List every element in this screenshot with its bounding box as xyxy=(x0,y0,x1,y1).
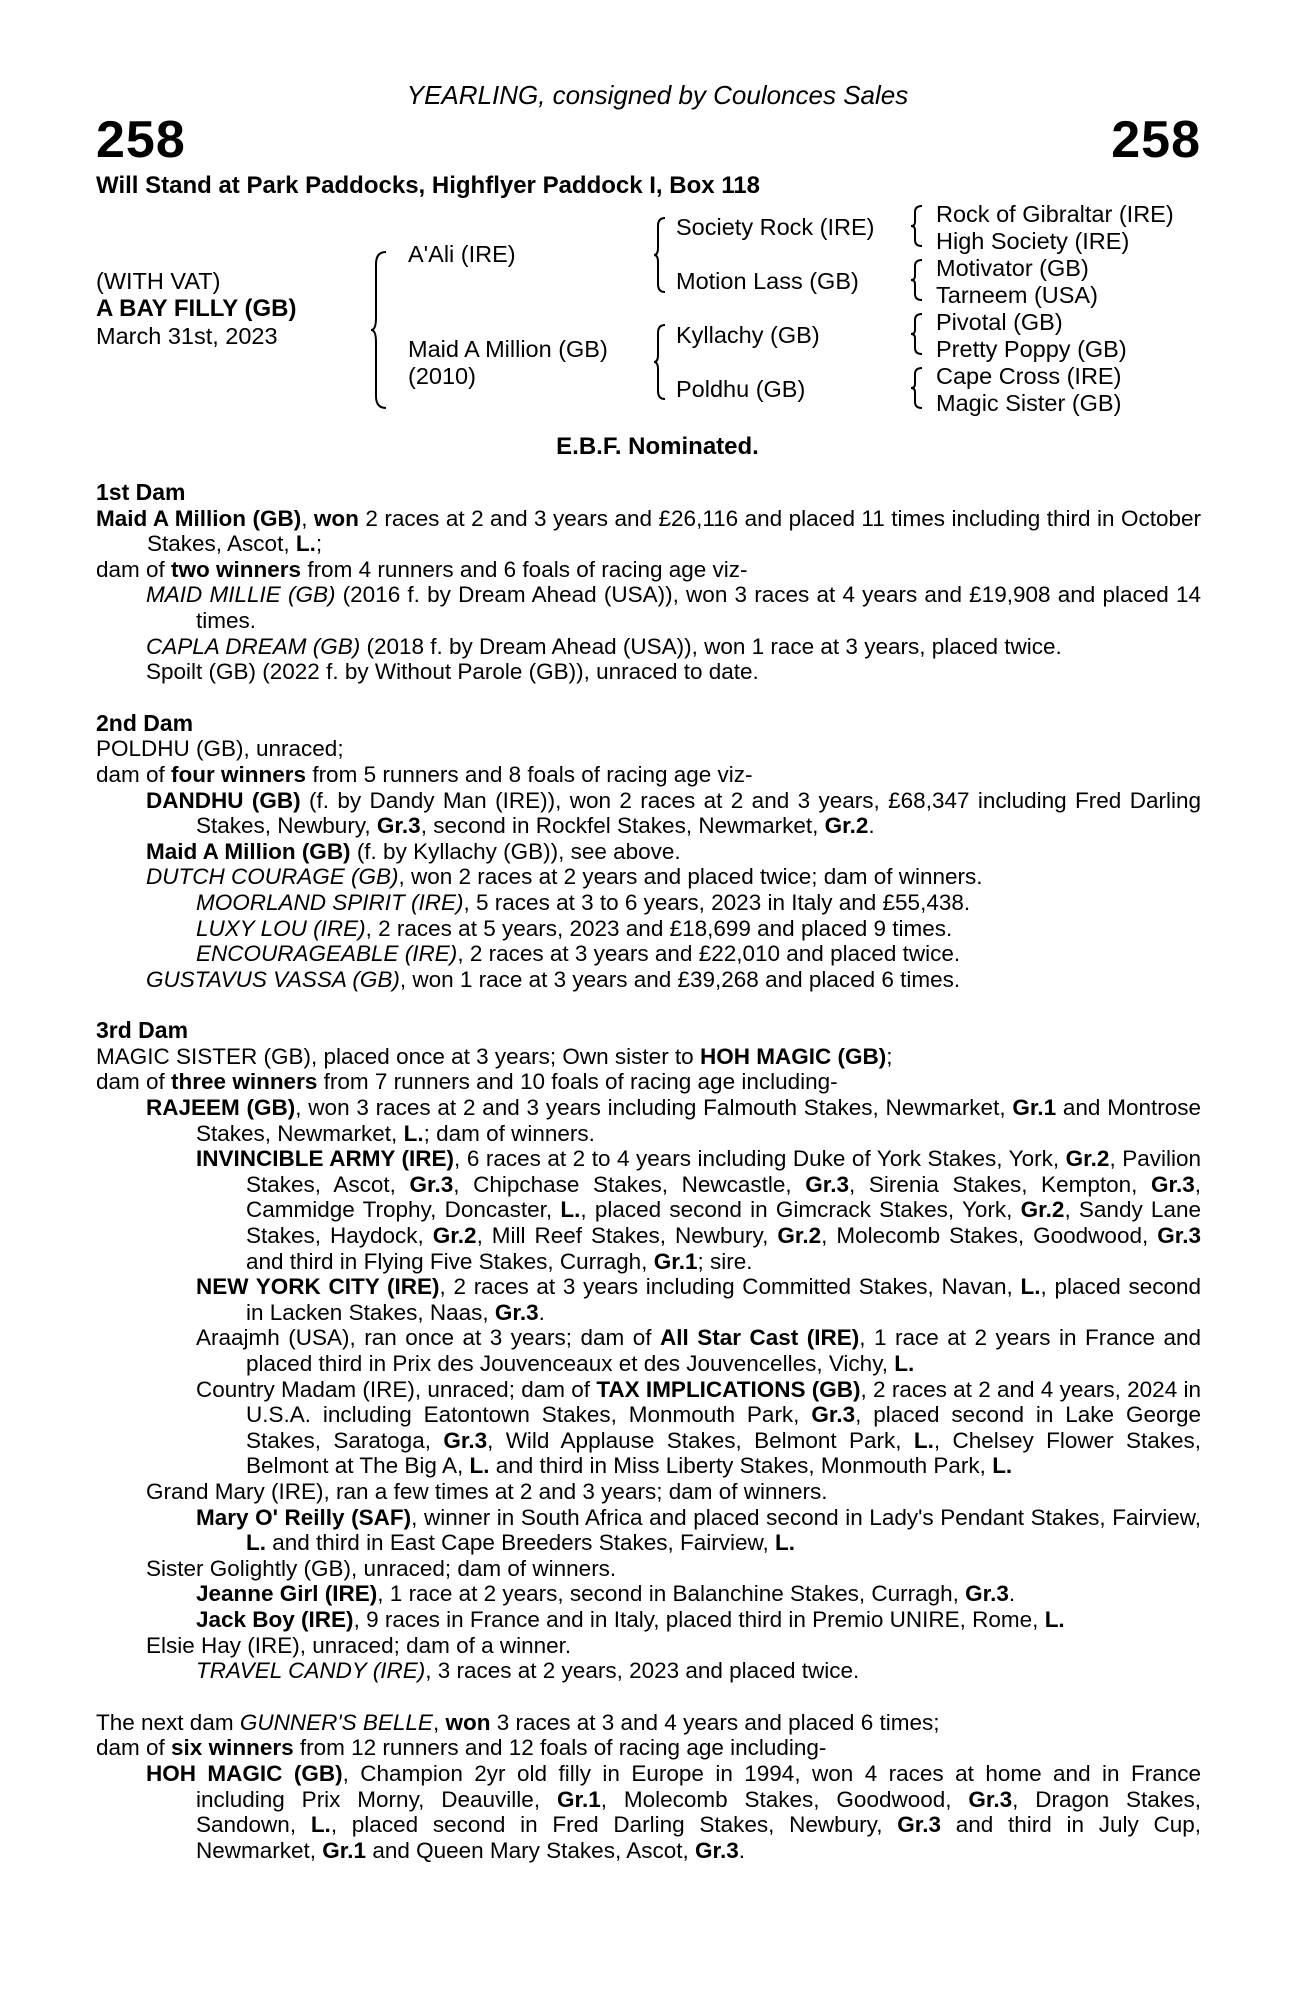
catalogue-body xyxy=(96,480,1201,1863)
dam-year: (2010) xyxy=(408,363,476,389)
brace-ds xyxy=(910,312,924,356)
dam1-produce-summary: dam of two winners from 4 runners and 6 foals of racing age viz- xyxy=(96,556,748,582)
main-brace xyxy=(370,250,390,410)
brace-sd xyxy=(910,258,924,302)
dam2-heading: 2nd Dam xyxy=(96,709,194,736)
ebf-nominated: E.B.F. Nominated. xyxy=(556,433,759,460)
dam3-grand-jeanne-girl: Jeanne Girl (IRE), 1 race at 2 years, second in Balanchine Stakes, Curragh, Gr.3. xyxy=(196,1581,1016,1607)
horse-dob: March 31st, 2023 xyxy=(96,323,278,349)
dam3-produce-elsie-hay: Elsie Hay (IRE), unraced; dam of a winner. xyxy=(146,1632,572,1658)
dam3-grand-new-york-city: NEW YORK CITY (IRE), 2 races at 3 years including Committed Stakes, Navan, L., placed second in Lacken Stakes, Naas, Gr.3. xyxy=(196,1274,1201,1325)
dam2-produce-2: Maid A Million (GB) (f. by Kyllachy (GB)), see above. xyxy=(146,838,681,864)
sire-dam: Motion Lass (GB) xyxy=(676,268,859,294)
dam2-grand-2: LUXY LOU (IRE), 2 races at 5 years, 2023 and £18,699 and placed 9 times. xyxy=(196,915,953,941)
stand-location: Will Stand at Park Paddocks, Highflyer Paddock I, Box 118 xyxy=(96,172,760,199)
dam1-produce-1: MAID MILLIE (GB) (2016 f. by Dream Ahead (USA)), won 3 races at 4 years and £19,908 and placed 14 times. xyxy=(146,582,1201,633)
dam1-produce-2: CAPLA DREAM (GB) (2018 f. by Dream Ahead (USA)), won 1 race at 3 years, placed twice. xyxy=(146,633,1062,659)
sire-name: A'Ali (IRE) xyxy=(408,241,516,267)
next-dam-record: The next dam GUNNER'S BELLE, won 3 races at 3 and 4 years and placed 6 times; xyxy=(96,1709,940,1735)
dam-name: Maid A Million (GB) xyxy=(408,336,608,362)
dam2-produce-4: GUSTAVUS VASSA (GB), won 1 race at 3 years and £39,268 and placed 6 times. xyxy=(146,966,961,992)
dam3-grand-mary-o-reilly: Mary O' Reilly (SAF), winner in South Africa and placed second in Lady's Pendant Stakes, Fairview, L. and third in East Cape Breeders Stakes, Fairview, L. xyxy=(196,1504,1201,1556)
dam3-grand-araajmh: Araajmh (USA), ran once at 3 years; dam of All Star Cast (IRE), 1 race at 2 years in France and placed third in Prix des Jouvenceaux et des Jouvencelles, Vichy, L. xyxy=(196,1325,1202,1376)
ped-ddd: Magic Sister (GB) xyxy=(936,390,1122,416)
dam3-grand-travel-candy: TRAVEL CANDY (IRE), 3 races at 2 years, 2023 and placed twice. xyxy=(196,1658,860,1684)
lot-number-left: 258 xyxy=(96,111,186,169)
dam2-produce-1: DANDHU (GB) (f. by Dandy Man (IRE)), won 2 races at 2 and 3 years, £68,347 including Fred Darling Stakes, Newbury, Gr.3, second in Rockfel Stakes, Newmarket, Gr.2. xyxy=(146,787,1201,839)
dam1-record: Maid A Million (GB), won 2 races at 2 and 3 years and £26,116 and placed 11 times including third in October Stakes, Ascot, L.; xyxy=(96,505,1201,557)
sire-brace xyxy=(653,216,667,294)
dam-brace xyxy=(653,323,667,401)
dam3-produce-grand-mary: Grand Mary (IRE), ran a few times at 2 and 3 years; dam of winners. xyxy=(146,1478,828,1504)
brace-ss xyxy=(910,204,924,248)
ped-sss: Rock of Gibraltar (IRE) xyxy=(936,201,1174,227)
dam2-grand-1: MOORLAND SPIRIT (IRE), 5 races at 3 to 6 years, 2023 in Italy and £55,438. xyxy=(196,889,971,915)
dam-sire: Kyllachy (GB) xyxy=(676,322,820,348)
dam3-grand-country-madam: Country Madam (IRE), unraced; dam of TAX IMPLICATIONS (GB), 2 races at 2 and 4 years, 2024 in U.S.A. including Eatontown Stakes, Monmouth Park, Gr.3, placed second in Lake George Stakes, Saratoga, Gr.3, Wild Applause Stakes, Belmont Park, L., Chelsey Flower Stakes, Belmont at The Big A, L. and third in Miss Liberty Stakes, Monmouth Park, L. xyxy=(196,1376,1202,1479)
horse-name: A BAY FILLY (GB) xyxy=(96,295,297,322)
dam1-produce-3: Spoilt (GB) (2022 f. by Without Parole (GB)), unraced to date. xyxy=(146,659,759,685)
ped-dds: Cape Cross (IRE) xyxy=(936,363,1122,389)
ped-sdd: Tarneem (USA) xyxy=(936,282,1098,308)
next-dam-produce-hoh-magic: HOH MAGIC (GB), Champion 2yr old filly in Europe in 1994, won 4 races at home and in France including Prix Morny, Deauville, Gr.1, Molecomb Stakes, Goodwood, Gr.3, Dragon Stakes, Sandown, L., placed second in Fred Darling Stakes, Newbury, Gr.3 and third in July Cup, Newmarket, Gr.1 and Queen Mary Stakes, Ascot, Gr.3. xyxy=(146,1760,1202,1863)
lot-number-right: 258 xyxy=(1111,111,1201,169)
brace-dd xyxy=(910,366,924,410)
dam3-produce-rajeem: RAJEEM (GB), won 3 races at 2 and 3 years including Falmouth Stakes, Newmarket, Gr.1 and Montrose Stakes, Newmarket, L.; dam of winners. xyxy=(146,1095,1201,1146)
dam3-heading: 3rd Dam xyxy=(96,1017,189,1044)
sire-sire: Society Rock (IRE) xyxy=(676,214,875,240)
ped-ssd: High Society (IRE) xyxy=(936,228,1130,254)
dam-dam: Poldhu (GB) xyxy=(676,376,806,402)
consignment-line: YEARLING, consigned by Coulonces Sales xyxy=(406,80,909,110)
ped-dsd: Pretty Poppy (GB) xyxy=(936,336,1127,362)
dam2-produce-3: DUTCH COURAGE (GB), won 2 races at 2 years and placed twice; dam of winners. xyxy=(146,864,983,890)
dam2-grand-3: ENCOURAGEABLE (IRE), 2 races at 3 years and £22,010 and placed twice. xyxy=(196,941,961,967)
next-dam-produce-summary: dam of six winners from 12 runners and 12 foals of racing age including- xyxy=(96,1735,827,1761)
ped-dss: Pivotal (GB) xyxy=(936,309,1063,335)
dam3-grand-jack-boy: Jack Boy (IRE), 9 races in France and in Italy, placed third in Premio UNIRE, Rome, L. xyxy=(196,1606,1065,1632)
dam3-grand-invincible-army: INVINCIBLE ARMY (IRE), 6 races at 2 to 4 years including Duke of York Stakes, York, Gr.2, Pavilion Stakes, Ascot, Gr.3, Chipchase Stakes, Newcastle, Gr.3, Sirenia Stakes, Kempton, Gr.3, Cammidge Trophy, Doncaster, L., placed second in Gimcrack Stakes, York, Gr.2, Sandy Lane Stakes, Haydock, Gr.2, Mill Reef Stakes, Newbury, Gr.2, Molecomb Stakes, Goodwood, Gr.3 and third in Flying Five Stakes, Curragh, Gr.1; sire. xyxy=(196,1146,1202,1274)
dam1-heading: 1st Dam xyxy=(96,479,186,505)
vat-note: (WITH VAT) xyxy=(96,268,221,294)
dam2-record: POLDHU (GB), unraced; xyxy=(96,736,344,762)
dam3-produce-summary: dam of three winners from 7 runners and 10 foals of racing age including- xyxy=(96,1069,838,1095)
dam3-produce-sister-golightly: Sister Golightly (GB), unraced; dam of winners. xyxy=(146,1555,617,1581)
ped-sds: Motivator (GB) xyxy=(936,255,1089,281)
dam2-produce-summary: dam of four winners from 5 runners and 8 foals of racing age viz- xyxy=(96,761,753,787)
dam3-record: MAGIC SISTER (GB), placed once at 3 years; Own sister to HOH MAGIC (GB); xyxy=(96,1043,893,1069)
